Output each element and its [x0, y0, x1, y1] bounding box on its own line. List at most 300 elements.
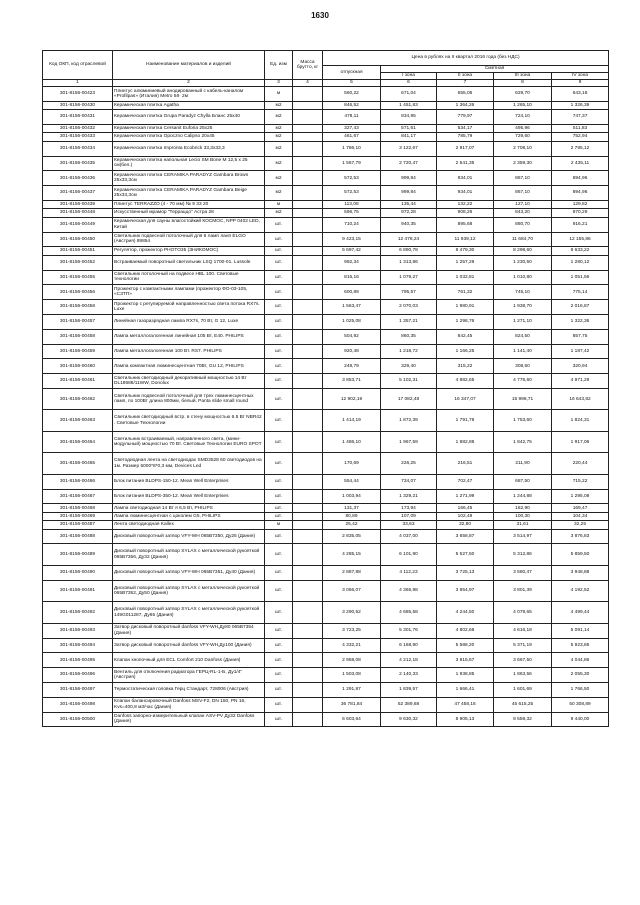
table-row — [43, 638, 609, 653]
item-name: Прожектор с компактными лампами (прожектор ФО-03-105, «СЗТП» — [113, 285, 265, 300]
column-index: 9 — [552, 80, 609, 87]
price-release: 248,79 — [323, 359, 381, 374]
price-zone1: 329,40 — [381, 359, 437, 374]
price-zone3: 1 230,50 — [494, 255, 552, 270]
item-code: 301-8156-00468 — [43, 504, 113, 512]
table-row — [43, 623, 609, 638]
price-zone4: 169,47 — [552, 504, 609, 512]
item-mass — [293, 410, 323, 432]
price-zone4: 4 971,29 — [552, 374, 609, 389]
price-zone3: 4 616,18 — [494, 623, 552, 638]
item-code: 301-8156-00487 — [43, 521, 113, 529]
price-zone3: 867,10 — [494, 186, 552, 201]
item-name: Лампа светодиодная 14 Вт я 6,5 Вт, PHILIPS — [113, 504, 265, 512]
price-zone4: 916,21 — [552, 217, 609, 232]
price-zone4: 4 192,52 — [552, 580, 609, 602]
item-code: 301-8156-00451 — [43, 247, 113, 255]
price-zone3: 3 801,39 — [494, 580, 552, 602]
column-index: 5 — [323, 80, 381, 87]
item-name: Клапан балансировочный Danfoss MSV-F2, DN 150, PN 16, Kvs=400,8 м3/час (Дания) — [113, 697, 265, 712]
table-row — [43, 186, 609, 201]
item-code: 301-8156-00500 — [43, 712, 113, 727]
item-unit: шт. — [265, 217, 293, 232]
header-estimate: Сметная — [381, 66, 609, 73]
price-zone4: 2 795,12 — [552, 141, 609, 156]
price-zone2: 8 479,30 — [437, 247, 494, 255]
price-zone3: 1 141,40 — [494, 344, 552, 359]
item-code: 301-8156-00458 — [43, 300, 113, 315]
item-unit: шт. — [265, 504, 293, 512]
column-index: 4 — [293, 80, 323, 87]
price-zone2: 934,01 — [437, 171, 494, 186]
item-mass — [293, 697, 323, 712]
item-mass — [293, 110, 323, 125]
price-zone1: 52 389,68 — [381, 697, 437, 712]
price-zone3: 8 559,32 — [494, 712, 552, 727]
price-table — [42, 50, 609, 727]
item-code: 301-8156-00452 — [43, 255, 113, 270]
price-zone1: 1 839,57 — [381, 682, 437, 697]
price-zone2: 132,22 — [437, 200, 494, 208]
table-row — [43, 270, 609, 285]
price-zone1: 1 218,72 — [381, 344, 437, 359]
price-zone4: 894,96 — [552, 171, 609, 186]
price-zone2: 3 658,87 — [437, 529, 494, 544]
price-zone2: 895,68 — [437, 217, 494, 232]
item-code: 301-8156-00449 — [43, 217, 113, 232]
table-row — [43, 285, 609, 300]
item-unit: шт. — [265, 638, 293, 653]
item-unit: шт. — [265, 489, 293, 504]
price-zone1: 1 872,39 — [381, 410, 437, 432]
price-zone3: 629,70 — [494, 87, 552, 102]
price-zone3: 8 298,60 — [494, 247, 552, 255]
price-zone1: 135,44 — [381, 200, 437, 208]
item-mass — [293, 200, 323, 208]
item-unit: шт. — [265, 388, 293, 410]
table-row — [43, 300, 609, 315]
item-mass — [293, 682, 323, 697]
header-unit: Ед. изм — [265, 51, 293, 80]
price-zone4: 32,25 — [552, 521, 609, 529]
price-zone4: 104,34 — [552, 512, 609, 520]
price-zone1: 571,61 — [381, 124, 437, 132]
table-row — [43, 512, 609, 520]
price-zone4: 1 187,42 — [552, 344, 609, 359]
table-row — [43, 110, 609, 125]
price-zone3: 2 359,30 — [494, 156, 552, 171]
item-code: 301-8156-00456 — [43, 285, 113, 300]
price-zone1: 9 630,32 — [381, 712, 437, 727]
price-zone1: 2 720,47 — [381, 156, 437, 171]
price-release: 80,89 — [323, 512, 381, 520]
item-mass — [293, 124, 323, 132]
price-zone1: 972,28 — [381, 209, 437, 217]
price-zone2: 3 954,97 — [437, 580, 494, 602]
item-name: Блок питания BLDPS-150-12. Mean Well Enterprises — [113, 474, 265, 489]
item-mass — [293, 489, 323, 504]
header-zone1: I зона — [381, 73, 437, 80]
item-unit: шт. — [265, 712, 293, 727]
price-zone4: 643,18 — [552, 87, 609, 102]
item-code: 301-8156-00469 — [43, 512, 113, 520]
price-zone2: 16 347,07 — [437, 388, 494, 410]
price-zone4: 715,22 — [552, 474, 609, 489]
table-row — [43, 682, 609, 697]
item-name: Прожектор с регулируемой направленностью света потока RX7s. Luxe — [113, 300, 265, 315]
price-zone2: 8 905,13 — [437, 712, 494, 727]
price-zone2: 2 541,35 — [437, 156, 494, 171]
price-zone4: 1 917,06 — [552, 431, 609, 453]
item-mass — [293, 156, 323, 171]
price-zone4: 511,83 — [552, 124, 609, 132]
item-name: Дисковый поворотный затвор SYLAX с металлической рукояткой 065B7352, Ду50 (Дания) — [113, 580, 265, 602]
item-name: Встраиваемый поворотный светильник LSQ 1700-01. Lussole — [113, 255, 265, 270]
price-zone3: 824,50 — [494, 329, 552, 344]
item-unit: шт. — [265, 653, 293, 668]
price-zone2: 1 298,76 — [437, 314, 494, 329]
item-unit: м2 — [265, 101, 293, 109]
price-zone1: 4 037,00 — [381, 529, 437, 544]
item-name: Лампа компактная люминесцентная 70Вт, GU 12, PHILIPS — [113, 359, 265, 374]
item-unit: шт. — [265, 544, 293, 566]
item-mass — [293, 101, 323, 109]
price-release: 36 781,84 — [323, 697, 381, 712]
price-zone2: 3 815,67 — [437, 653, 494, 668]
price-zone3: 211,90 — [494, 453, 552, 475]
price-zone1: 33,63 — [381, 521, 437, 529]
table-row — [43, 388, 609, 410]
item-code: 301-8156-00467 — [43, 489, 113, 504]
item-mass — [293, 529, 323, 544]
price-release: 327,43 — [323, 124, 381, 132]
item-code: 301-8156-00430 — [43, 101, 113, 109]
price-release: 2 887,88 — [323, 565, 381, 580]
table-body — [43, 87, 609, 727]
price-release: 560,22 — [323, 87, 381, 102]
price-zone3: 2 708,10 — [494, 141, 552, 156]
price-zone2: 1 791,78 — [437, 410, 494, 432]
price-release: 170,69 — [323, 453, 381, 475]
item-code: 301-8156-00491 — [43, 580, 113, 602]
item-name: Danfoss запорно-измерительный клапан ASV-PV Ду32 Danfoss (Дания) — [113, 712, 265, 727]
table-row — [43, 232, 609, 247]
price-zone4: 1 322,36 — [552, 314, 609, 329]
item-name: Дисковый поворотный затвор VFY-WH 065B7351, Ду40 (Дания) — [113, 565, 265, 580]
item-code: 301-8156-00488 — [43, 529, 113, 544]
item-mass — [293, 255, 323, 270]
price-zone1: 3 122,67 — [381, 141, 437, 156]
item-code: 301-8156-00460 — [43, 359, 113, 374]
item-unit: шт. — [265, 431, 293, 453]
price-zone4: 4 044,86 — [552, 653, 609, 668]
price-zone3: 724,10 — [494, 110, 552, 125]
item-name: Керамическая плитка CERAMIKA PARADYZ Gambara Beige 25х33,3см — [113, 186, 265, 201]
table-row — [43, 171, 609, 186]
item-mass — [293, 374, 323, 389]
item-mass — [293, 285, 323, 300]
price-zone4: 775,14 — [552, 285, 609, 300]
price-release: 1 503,08 — [323, 668, 381, 683]
table-row — [43, 431, 609, 453]
price-zone2: 2 917,07 — [437, 141, 494, 156]
item-name: Светильник светодиодный декоративный мощностью 14 Вт DL18688/11WW, Donolux — [113, 374, 265, 389]
item-name: Светильник встраиваемый, направленного света, (мини-модульный) мощностью 70 Вт. Световые Технологии EURO SPOT — [113, 431, 265, 453]
price-zone2: 1 364,26 — [437, 101, 494, 109]
table-row — [43, 697, 609, 712]
price-zone2: 102,48 — [437, 512, 494, 520]
price-release: 554,44 — [323, 474, 381, 489]
table-row — [43, 712, 609, 727]
item-name: Дисковый поворотный затвор SYLAX с металлической рукояткой 149G011287, Ду65 (Дания) — [113, 602, 265, 624]
price-zone4: 857,75 — [552, 329, 609, 344]
table-row — [43, 217, 609, 232]
price-zone3: 729,60 — [494, 133, 552, 141]
price-zone3: 1 938,70 — [494, 300, 552, 315]
column-index: 1 — [43, 80, 113, 87]
table-row — [43, 200, 609, 208]
item-unit: шт. — [265, 512, 293, 520]
price-zone1: 1 079,27 — [381, 270, 437, 285]
item-code: 301-8156-00437 — [43, 186, 113, 201]
item-mass — [293, 512, 323, 520]
price-release: 478,11 — [323, 110, 381, 125]
header-zone4: IV зона — [552, 73, 609, 80]
price-zone1: 1 329,21 — [381, 489, 437, 504]
item-mass — [293, 668, 323, 683]
price-zone3: 687,50 — [494, 474, 552, 489]
item-unit: шт. — [265, 623, 293, 638]
item-name: Затвор дисковый поворотный danfoss VFY-WH,Ду100 (Дания) — [113, 638, 265, 653]
item-name: Вентиль для отключения радиатора ГЕРЦ-RL-1-Б, Ду1/4" (Австрия) — [113, 668, 265, 683]
price-zone2: 32,80 — [437, 521, 494, 529]
item-code: 301-8156-00439 — [43, 200, 113, 208]
price-release: 1 557,79 — [323, 156, 381, 171]
item-code: 301-8156-00497 — [43, 682, 113, 697]
price-zone3: 867,10 — [494, 171, 552, 186]
item-name: Лампа металлогалогенная 100 Вт. RS7. PHILIPS — [113, 344, 265, 359]
item-code: 301-8156-00432 — [43, 124, 113, 132]
table-row — [43, 344, 609, 359]
price-zone1: 4 685,58 — [381, 602, 437, 624]
price-zone1: 5 301,76 — [381, 623, 437, 638]
price-zone4: 8 633,22 — [552, 247, 609, 255]
price-zone2: 908,26 — [437, 209, 494, 217]
price-release: 25,42 — [323, 521, 381, 529]
price-zone1: 1 313,86 — [381, 255, 437, 270]
item-name: Плинтус алюминиевый анодированный с кабель-каналом «Profilpas» (Италия) Metro 58· 2м — [113, 87, 265, 102]
price-zone2: 47 458,16 — [437, 697, 494, 712]
header-release: отпускная — [323, 66, 381, 80]
price-zone1: 2 070,03 — [381, 300, 437, 315]
price-release: 1 786,10 — [323, 141, 381, 156]
price-zone3: 5 312,86 — [494, 544, 552, 566]
price-zone3: 45 615,25 — [494, 697, 552, 712]
table-row — [43, 329, 609, 344]
price-zone1: 4 365,98 — [381, 580, 437, 602]
item-name: Лента светодиодная Kallex — [113, 521, 265, 529]
item-unit: м2 — [265, 110, 293, 125]
item-name: Керамическая плитка Opoczno Calipso 20х45 — [113, 133, 265, 141]
item-name: Лампа металлогалогенная линейная 105 Вт, E40. PHILIPS — [113, 329, 265, 344]
price-zone3: 31,61 — [494, 521, 552, 529]
column-index: 8 — [494, 80, 552, 87]
price-zone4: 2 435,11 — [552, 156, 609, 171]
item-unit: шт. — [265, 602, 293, 624]
price-zone2: 934,01 — [437, 186, 494, 201]
column-index: 7 — [437, 80, 494, 87]
price-zone2: 534,17 — [437, 124, 494, 132]
price-release: 846,52 — [323, 101, 381, 109]
price-zone1: 2 140,33 — [381, 668, 437, 683]
item-unit: м2 — [265, 156, 293, 171]
item-code: 301-8156-00459 — [43, 344, 113, 359]
price-release: 572,53 — [323, 171, 381, 186]
item-mass — [293, 653, 323, 668]
item-mass — [293, 209, 323, 217]
table-row — [43, 489, 609, 504]
header-zone3: III зона — [494, 73, 552, 80]
item-code: 301-8156-00492 — [43, 602, 113, 624]
item-mass — [293, 544, 323, 566]
price-zone4: 2 055,30 — [552, 668, 609, 683]
column-index: 6 — [381, 80, 437, 87]
price-release: 113,08 — [323, 200, 381, 208]
price-zone3: 11 684,70 — [494, 232, 552, 247]
price-zone1: 6 101,90 — [381, 544, 437, 566]
price-zone1: 841,17 — [381, 133, 437, 141]
price-zone4: 220,44 — [552, 453, 609, 475]
item-unit: шт. — [265, 270, 293, 285]
item-mass — [293, 602, 323, 624]
price-zone3: 880,70 — [494, 217, 552, 232]
price-release: 596,75 — [323, 209, 381, 217]
item-name: Дисковый поворотный затвор VFY-WH 065B7350, Ду25 (Дания) — [113, 529, 265, 544]
price-zone1: 1 451,83 — [381, 101, 437, 109]
column-index: 3 — [265, 80, 293, 87]
item-mass — [293, 565, 323, 580]
header-code: Код ОКП, код отраслевой — [43, 51, 113, 80]
price-zone4: 752,94 — [552, 133, 609, 141]
item-name: Керамическая для сауны влагостойкий КОСМОС, NPP 0402 LED, Китай — [113, 217, 265, 232]
item-mass — [293, 171, 323, 186]
price-release: 1 414,19 — [323, 410, 381, 432]
table-row — [43, 580, 609, 602]
item-name: Светильник светодиодный встр. в стену мощностью 6.5 Вт NBR42 . Световые Технологии — [113, 410, 265, 432]
item-name: Лампа люминесцентная с цоколем G5, PHILIPS — [113, 512, 265, 520]
table-row — [43, 247, 609, 255]
price-zone1: 1 967,59 — [381, 431, 437, 453]
price-zone4: 894,96 — [552, 186, 609, 201]
price-zone4: 1 051,56 — [552, 270, 609, 285]
price-zone2: 1 257,29 — [437, 255, 494, 270]
price-zone4: 3 876,83 — [552, 529, 609, 544]
item-name: Светодиодная лента на светодиодах SMD3528 60 светодиодов на 1м. Размер 5000*8*0,3 мм, Deviсes Led — [113, 453, 265, 475]
item-mass — [293, 623, 323, 638]
price-zone2: 5 588,20 — [437, 638, 494, 653]
item-code: 301-8156-00464 — [43, 431, 113, 453]
item-code: 301-8156-00423 — [43, 87, 113, 102]
item-code: 301-8156-00448 — [43, 209, 113, 217]
item-name: Блок питания BLDPS-350-12. Mean Well Enterprises — [113, 489, 265, 504]
price-release: 2 835,05 — [323, 529, 381, 544]
item-code: 301-8156-00495 — [43, 653, 113, 668]
item-mass — [293, 521, 323, 529]
item-name: Керамическая плитка напольная Lecio SM Bone M 12,5 х 25 см(бел.) — [113, 156, 265, 171]
price-release: 1 486,10 — [323, 431, 381, 453]
table-row — [43, 474, 609, 489]
price-zone2: 655,05 — [437, 87, 494, 102]
price-zone4: 16 643,82 — [552, 388, 609, 410]
item-unit: шт. — [265, 374, 293, 389]
table-row — [43, 521, 609, 529]
item-unit: шт. — [265, 232, 293, 247]
table-row — [43, 141, 609, 156]
price-zone3: 1 244,88 — [494, 489, 552, 504]
price-release: 3 290,52 — [323, 602, 381, 624]
item-code: 301-8156-00498 — [43, 697, 113, 712]
item-name: Светильник подвесной потолочный для 6 ламп ланп ELGO (Австрия) 89854 — [113, 232, 265, 247]
item-name: Клапан кнопочный для ECL Comfort 210 Danfoss (Дания) — [113, 653, 265, 668]
item-mass — [293, 186, 323, 201]
price-release: 6 603,64 — [323, 712, 381, 727]
table-row — [43, 209, 609, 217]
item-name: Светильник потолочный на подвесе НВL 100. Световые технологии — [113, 270, 265, 285]
item-code: 301-8156-00496 — [43, 668, 113, 683]
price-zone2: 1 980,91 — [437, 300, 494, 315]
price-zone3: 1 601,69 — [494, 682, 552, 697]
price-zone1: 999,84 — [381, 171, 437, 186]
price-zone4: 3 948,88 — [552, 565, 609, 580]
price-release: 815,16 — [323, 270, 381, 285]
table-row — [43, 314, 609, 329]
price-release: 2 958,08 — [323, 653, 381, 668]
table-row — [43, 602, 609, 624]
price-zone1: 4 112,23 — [381, 565, 437, 580]
item-name: Линейная газоразрядная лампа RX7s, 70 Вт, G 12, Luxe — [113, 314, 265, 329]
price-zone3: 745,10 — [494, 285, 552, 300]
price-zone3: 1 753,60 — [494, 410, 552, 432]
price-release: 1 025,08 — [323, 314, 381, 329]
item-code: 301-8156-00489 — [43, 544, 113, 566]
table-row — [43, 359, 609, 374]
price-zone2: 4 882,65 — [437, 374, 494, 389]
item-unit: м2 — [265, 141, 293, 156]
item-unit: шт. — [265, 580, 293, 602]
price-zone3: 100,30 — [494, 512, 552, 520]
item-mass — [293, 270, 323, 285]
price-release: 920,48 — [323, 344, 381, 359]
item-unit: м2 — [265, 124, 293, 132]
item-unit: м2 — [265, 186, 293, 201]
item-unit: шт. — [265, 565, 293, 580]
price-zone1: 795,57 — [381, 285, 437, 300]
item-mass — [293, 431, 323, 453]
price-zone4: 12 155,86 — [552, 232, 609, 247]
item-unit: м2 — [265, 209, 293, 217]
price-release: 9 423,15 — [323, 232, 381, 247]
item-unit: м — [265, 521, 293, 529]
column-index-row — [43, 80, 609, 87]
price-zone1: 734,07 — [381, 474, 437, 489]
price-zone2: 315,22 — [437, 359, 494, 374]
price-zone2: 702,47 — [437, 474, 494, 489]
price-zone2: 842,45 — [437, 329, 494, 344]
price-zone2: 1 166,25 — [437, 344, 494, 359]
item-name: Регулятор, прожектор PHOTO35 (ЗНИКОМОС) — [113, 247, 265, 255]
price-zone4: 1 824,31 — [552, 410, 609, 432]
price-release: 5 697,42 — [323, 247, 381, 255]
